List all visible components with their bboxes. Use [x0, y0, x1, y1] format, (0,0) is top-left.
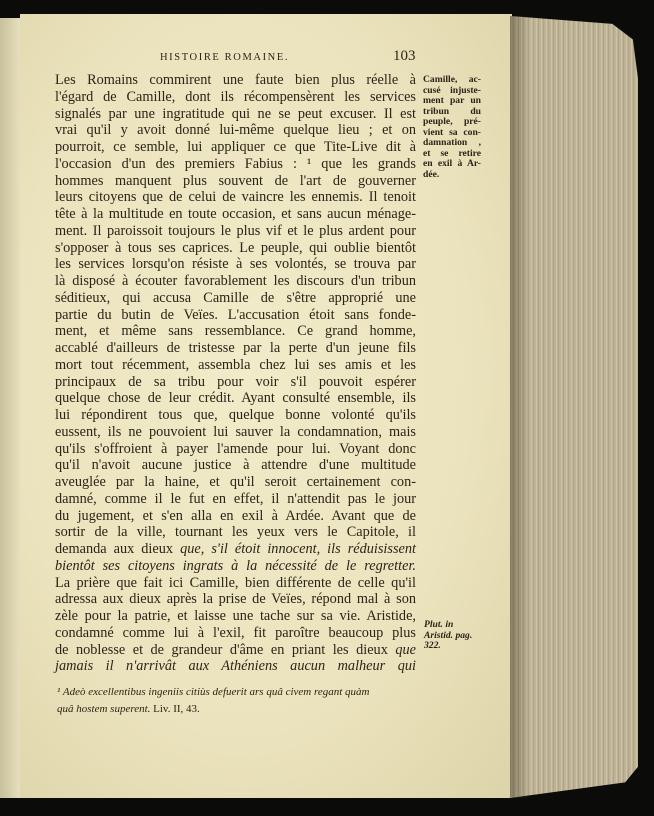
- text-segment: damné, comme il le fut en effet, il n'attendit pas le jour: [55, 490, 416, 507]
- text-line: [55, 173, 416, 190]
- margin-note-line: Aristid. pag.: [424, 629, 473, 641]
- text-line: [55, 642, 416, 659]
- text-segment: ment, et même sans ressemblance. Ce grand homme,: [55, 323, 416, 340]
- footnote-marker: ¹: [57, 686, 61, 698]
- text-line: [55, 139, 416, 156]
- text-line: [55, 541, 416, 558]
- text-segment: principaux de sa tribu pour voir s'il pouvoit espérer: [55, 373, 416, 390]
- previous-page-edge: [0, 18, 20, 798]
- text-line: [55, 256, 416, 273]
- text-line: [55, 307, 416, 324]
- body-text: [55, 72, 416, 675]
- text-line: [55, 357, 416, 374]
- text-line: [55, 625, 416, 642]
- text-segment: condamné comme lui à l'exil, fit paroître beaucoup plus: [55, 624, 416, 641]
- footnote-line-2: [57, 701, 417, 718]
- margin-note-line: tribun du: [423, 105, 481, 117]
- text-segment: les services lorsqu'on résiste à ses volontés, se trouva par: [55, 256, 416, 273]
- text-line: [55, 122, 416, 139]
- text-line: [55, 608, 416, 625]
- text-line: [55, 424, 416, 441]
- footnote-line-1: [57, 684, 417, 701]
- text-segment: adressa aux dieux après la prise de Veïes, répond mal à son: [55, 591, 416, 608]
- text-segment: sortir de la ville, tournant les yeux vers le Capitole, il: [55, 524, 416, 541]
- text-segment: accablé d'ailleurs de tristesse par la perte d'un jeune fils: [55, 340, 416, 356]
- page-number: 103: [393, 48, 416, 64]
- margin-note-line: cusé injuste-: [423, 84, 481, 96]
- text-segment: demanda aux dieux: [55, 541, 181, 557]
- text-line: [55, 658, 416, 675]
- text-line: [55, 323, 416, 340]
- text-segment: qu'il n'avoit aucune justice à attendre d'une multitude: [55, 457, 416, 474]
- text-line: [55, 206, 416, 223]
- text-segment: partie du butin de Veïes. L'accusation étoit sans fonde-: [55, 306, 416, 323]
- italic-text: que: [395, 641, 416, 658]
- text-line: [55, 72, 416, 89]
- margin-note-summary: [423, 75, 481, 180]
- margin-note-line: et se retire: [423, 147, 481, 159]
- text-line: [55, 106, 416, 123]
- text-line: [55, 524, 416, 541]
- text-segment: quelque chose de leur crédit. Ayant consulté ensemble, ils: [55, 390, 416, 407]
- text-segment: qu'ils s'offroient à payer l'amende pour lui. Voyant donc: [55, 440, 416, 457]
- text-line: [55, 441, 416, 458]
- text-line: [55, 240, 416, 257]
- text-segment: aveuglée par la haine, et qu'il seroit certainement con-: [55, 474, 416, 490]
- margin-note-line: en exil à Ar-: [423, 158, 481, 169]
- text-line: [55, 407, 416, 424]
- text-line: [55, 189, 416, 206]
- footnote: [57, 684, 417, 718]
- margin-note-line: peuple, pré-: [423, 116, 481, 127]
- text-line: [55, 474, 416, 491]
- text-line: [55, 390, 416, 407]
- footnote-text: quâ hostem superent.: [57, 703, 151, 715]
- text-line: [55, 89, 416, 106]
- text-segment: là disposé à écouter favorablement les discours d'un tribun: [55, 273, 416, 289]
- text-line: [55, 273, 416, 290]
- text-line: [55, 340, 416, 357]
- text-line: [55, 491, 416, 508]
- margin-note-line: ment par un: [423, 95, 481, 106]
- text-segment: hommes manquent plus souvent de l'art de gouverner: [55, 172, 416, 189]
- text-segment: leurs citoyens que de celui de vaincre les ennemis. Il tenoit: [55, 189, 416, 206]
- text-line: [55, 156, 416, 173]
- text-segment: de noblesse et de grandeur d'âme en priant les dieux: [55, 641, 396, 658]
- text-segment: La prière que fait ici Camille, bien différente de celle qu'il: [55, 574, 416, 591]
- text-segment: séditieux, qui accusa Camille de s'être approprié une: [55, 289, 416, 306]
- text-segment: vrai qu'il y avoit donné lui-même quelque lieu ; et on: [55, 122, 416, 139]
- italic-text: bientôt ses citoyens ingrats à la nécessité de le regretter.: [55, 557, 416, 574]
- text-segment: lui répondirent tous que, quelque bonne volonté qu'ils: [55, 407, 416, 423]
- margin-note-line: damnation ,: [423, 137, 481, 148]
- margin-note-reference: [424, 620, 486, 652]
- text-line: [55, 290, 416, 307]
- italic-text: jamais il n'arrivât aux Athéniens aucun malheur qui: [55, 658, 416, 675]
- text-segment: Les Romains commirent une faute bien plus réelle à: [55, 72, 416, 88]
- margin-note-line: vient sa con-: [423, 126, 481, 138]
- margin-note-line: dée.: [423, 168, 440, 180]
- footnote-text: Adeò excellentibus ingeniis citiùs defuerit ars quâ civem regant quàm: [62, 686, 370, 698]
- text-segment: eussent, ils ne pouvoient lui sauver la condamnation, mais: [55, 423, 416, 440]
- text-segment: l'égard de Camille, dont ils récompensèrent les services: [55, 88, 416, 105]
- text-line: [55, 558, 416, 575]
- text-segment: mort tout récemment, assembla chez lui ses amis et les: [55, 356, 416, 373]
- text-line: [55, 508, 416, 525]
- text-segment: tête à la multitude en toute occasion, et sans aucun ménage-: [55, 206, 416, 222]
- text-line: [55, 223, 416, 240]
- text-segment: l'occasion d'un des premiers Fabius : ¹ que les grands: [55, 155, 416, 172]
- text-line: [55, 374, 416, 391]
- text-segment: zèle pour la patrie, et laisse une tache sur sa vie. Aristide,: [55, 608, 416, 624]
- margin-note-line: Plut. in: [424, 619, 454, 630]
- text-segment: du jugement, et s'en alla en exil à Ardée. Avant que de: [55, 507, 416, 524]
- margin-note-line: 322.: [424, 640, 441, 651]
- running-title: HISTOIRE ROMAINE.: [160, 52, 290, 63]
- margin-note-line: Camille, ac-: [423, 74, 481, 85]
- gutter-shadow: [510, 16, 530, 798]
- text-line: [55, 591, 416, 608]
- text-line: [55, 575, 416, 592]
- text-segment: ment. Il paroissoit toujours le plus vif et le plus ardent pour: [55, 222, 416, 239]
- text-line: [55, 457, 416, 474]
- text-segment: pourroit, ce semble, lui appliquer ce que Tite-Live dit à: [55, 139, 416, 155]
- text-segment: signalés par une ingratitude qui ne se peut excuser. Il est: [55, 105, 416, 122]
- footnote-citation: Liv. II, 43.: [150, 703, 200, 715]
- text-segment: s'opposer à tous ses caprices. Le peuple, qui oublie bientôt: [55, 239, 416, 256]
- italic-text: que, s'il étoit innocent, ils réduisissent: [180, 541, 416, 557]
